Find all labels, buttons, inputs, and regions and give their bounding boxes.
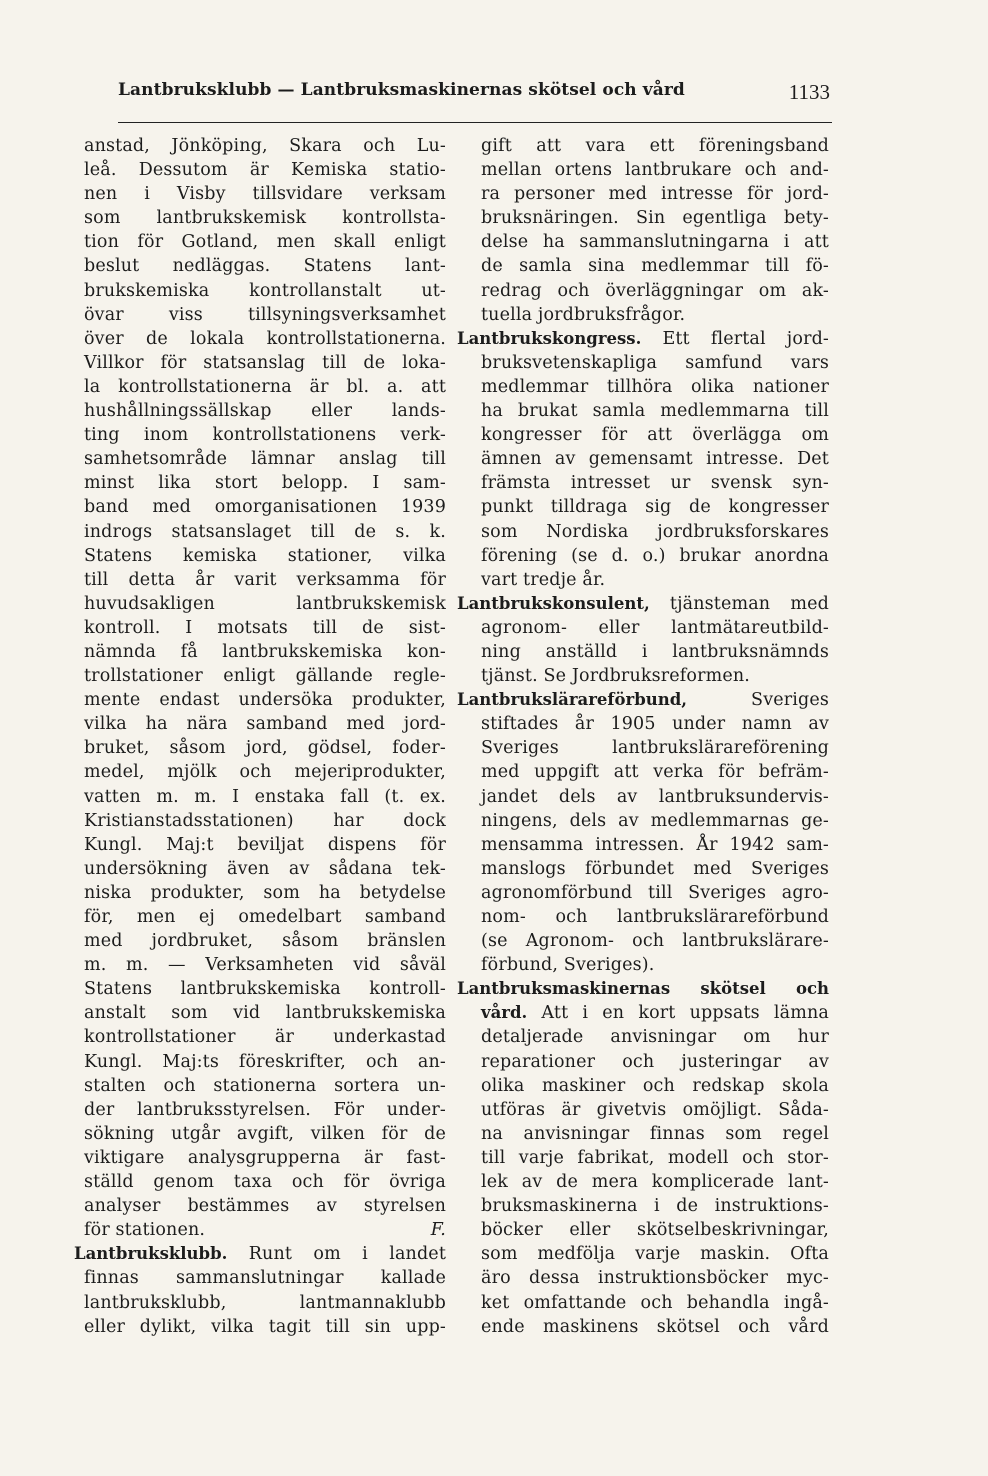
text-line: stiftades år 1905 under namn av xyxy=(481,714,829,735)
text-line: agronom- eller lantmätareutbild- xyxy=(481,617,829,638)
text-line: tjänst. Se Jordbruksreformen. xyxy=(481,666,750,687)
text-line: nämnda få lantbrukskemiska kon- xyxy=(84,641,446,662)
text-line: reparationer och justeringar av xyxy=(481,1051,829,1072)
text-line: böcker eller skötselbeskrivningar, xyxy=(481,1220,829,1241)
text-line: ra personer med intresse för jord- xyxy=(481,184,829,205)
text-line: utföras är givetvis omöjligt. Såda- xyxy=(481,1099,829,1120)
text-line: bruksnäringen. Sin egentliga bety- xyxy=(481,208,829,229)
text-line: tuella jordbruksfrågor. xyxy=(481,304,686,325)
text-line: kontrollstationer är underkastad xyxy=(84,1027,446,1048)
text-line: som Nordiska jordbruksforskares xyxy=(481,521,829,542)
text-line: mensamma intressen. År 1942 sam- xyxy=(481,834,829,855)
text-line: som lantbrukskemisk kontrollsta- xyxy=(84,208,446,229)
entry-headword: Lantbruksmaskinernas skötsel och xyxy=(457,979,829,999)
text-line: till detta år varit verksamma för xyxy=(84,569,446,590)
text-line: analyser bestämmes av styrelsen xyxy=(84,1196,446,1217)
header-rule xyxy=(118,122,832,123)
text-line: anstalt som vid lantbrukskemiska xyxy=(84,1003,446,1024)
text-line: beslut nedläggas. Statens lant- xyxy=(84,256,446,277)
text-line: ning anställd i lantbruksnämnds xyxy=(481,641,829,662)
text-line: för, men ej omedelbart samband xyxy=(84,907,446,927)
text-line: gift att vara ett föreningsband xyxy=(481,136,829,156)
text-line: lek av de mera komplicerade lant- xyxy=(481,1172,829,1193)
text-line: undersökning även av sådana tek- xyxy=(84,858,446,879)
text-line: med uppgift att verka för befräm- xyxy=(481,762,829,783)
text-line: m. m. — Verksamheten vid såväl xyxy=(84,955,446,976)
text-line: ende maskinens skötsel och vård xyxy=(481,1316,829,1337)
text-line: anstad, Jönköping, Skara och Lu- xyxy=(84,136,446,156)
text-line: jandet dels av lantbruksundervis- xyxy=(481,786,829,807)
text-line: hushållningssällskap eller lands- xyxy=(84,401,446,422)
entry-headword-line xyxy=(457,977,829,1001)
closing-text: för stationen. xyxy=(84,1220,206,1241)
entry-text: tjänsteman med xyxy=(649,593,829,614)
running-title: Lantbruksklubb — Lantbruksmaskinernas skötsel och vård xyxy=(118,80,685,100)
text-line: Sveriges lantbrukslärareförening xyxy=(481,738,829,759)
text-line: kongresser för att överlägga om xyxy=(481,425,829,446)
entry-headword: Lantbrukslärareförbund, xyxy=(457,690,688,710)
text-line: äro dessa instruktionsböcker myc- xyxy=(481,1268,829,1289)
text-line: stalten och stationerna sortera un- xyxy=(84,1075,446,1096)
entry-headword-continued: vård. xyxy=(481,1003,528,1023)
text-line: Statens lantbrukskemiska kontroll- xyxy=(84,979,446,1000)
text-line: minst lika stort belopp. I sam- xyxy=(84,473,446,494)
text-line: sökning utgår avgift, vilken för de xyxy=(84,1123,446,1144)
text-line: de samla sina medlemmar till fö- xyxy=(481,256,829,277)
text-line: trollstationer enligt gällande regle- xyxy=(84,666,446,687)
text-line: redrag och överläggningar om ak- xyxy=(481,280,829,301)
running-header xyxy=(118,80,830,108)
text-line: detaljerade anvisningar om hur xyxy=(481,1027,829,1048)
text-line: ha brukat samla medlemmarna till xyxy=(481,401,829,422)
text-line: viktigare analysgrupperna är fast- xyxy=(84,1147,446,1168)
text-line: nen i Visby tillsvidare verksam xyxy=(84,184,446,205)
text-line: olika maskiner och redskap skola xyxy=(481,1075,829,1096)
text-line: kontroll. I motsats till de sist- xyxy=(84,617,446,638)
text-line: mente endast undersöka produkter, xyxy=(84,690,446,711)
text-line: ställd genom taxa och för övriga xyxy=(84,1172,446,1193)
author-signature: F. xyxy=(430,1220,446,1241)
text-line: bruksmaskinerna i de instruktions- xyxy=(481,1196,829,1217)
text-line: (se Agronom- och lantbrukslärare- xyxy=(481,931,829,952)
text-line: Kungl. Maj:ts föreskrifter, och an- xyxy=(84,1051,446,1072)
text-line: samhetsområde lämnar anslag till xyxy=(84,449,446,470)
text-line: främsta intresset ur svensk syn- xyxy=(481,473,829,494)
text-line: ämnen av gemensamt intresse. Det xyxy=(481,449,829,470)
entry-headword: Lantbrukskonsulent, xyxy=(457,593,650,613)
text-line: punkt tilldraga sig de kongresser xyxy=(481,497,829,518)
entry-first-line xyxy=(457,688,829,712)
closing-line xyxy=(74,1218,446,1242)
text-line: vatten m. m. I enstaka fall (t. ex. xyxy=(84,786,446,807)
text-line: Kungl. Maj:t beviljat dispens för xyxy=(84,834,446,855)
text-line: som medfölja varje maskin. Ofta xyxy=(481,1244,829,1265)
text-line: ting inom kontrollstationens verk- xyxy=(84,425,446,446)
entry-first-line xyxy=(457,1001,829,1025)
text-line: tion för Gotland, men skall enligt xyxy=(84,232,446,253)
text-line: mellan ortens lantbrukare och and- xyxy=(481,160,829,181)
text-line: bruket, såsom jord, gödsel, foder- xyxy=(84,738,446,759)
text-line: delse ha sammanslutningarna i att xyxy=(481,232,829,253)
text-line: der lantbruksstyrelsen. För under- xyxy=(84,1099,446,1120)
text-line: la kontrollstationerna är bl. a. att xyxy=(84,376,446,397)
text-line: till varje fabrikat, modell och stor- xyxy=(481,1147,829,1168)
text-line: med jordbruket, såsom bränslen xyxy=(84,931,446,952)
entry-first-line xyxy=(457,592,829,616)
entry-headword: Lantbruksklubb. xyxy=(74,1244,228,1264)
text-line: eller dylikt, vilka tagit till sin upp- xyxy=(84,1316,446,1337)
text-line: Villkor för statsanslag till de loka- xyxy=(84,352,446,373)
text-line: lantbruksklubb, lantmannaklubb xyxy=(84,1292,446,1313)
text-line: agronomförbund till Sveriges agro- xyxy=(481,882,829,903)
text-line: bruksvetenskapliga samfund vars xyxy=(481,352,829,373)
text-line: huvudsakligen lantbrukskemisk xyxy=(84,593,446,614)
text-line: ningens, dels av medlemmarnas ge- xyxy=(481,810,829,831)
text-line: medel, mjölk och mejeriprodukter, xyxy=(84,762,446,783)
text-line: Statens kemiska stationer, vilka xyxy=(84,545,446,566)
text-line: övar viss tillsyningsverksamhet xyxy=(84,304,446,325)
text-line: Kristianstadsstationen) har dock xyxy=(84,810,446,831)
text-line: indrogs statsanslaget till de s. k. xyxy=(84,521,446,542)
entry-headword: Lantbrukskongress. xyxy=(457,328,642,348)
text-line: vart tredje år. xyxy=(481,569,606,590)
entry-text: Ett flertal jord- xyxy=(641,328,829,349)
text-line: ket omfattande och behandla ingå- xyxy=(481,1292,829,1313)
text-line: manslogs förbundet med Sveriges xyxy=(481,858,829,879)
entry-text: Runt om i landet xyxy=(227,1244,446,1265)
text-line: brukskemiska kontrollanstalt ut- xyxy=(84,280,446,301)
text-line: vilka ha nära samband med jord- xyxy=(84,714,446,735)
text-line: band med omorganisationen 1939 xyxy=(84,497,446,518)
text-line: förening (se d. o.) brukar anordna xyxy=(481,545,829,566)
text-line: finnas sammanslutningar kallade xyxy=(84,1268,446,1289)
text-line: leå. Dessutom är Kemiska statio- xyxy=(84,160,446,181)
entry-text: Att i en kort uppsats lämna xyxy=(527,1003,829,1024)
left-column xyxy=(74,134,446,1339)
text-line: niska produkter, som ha betydelse xyxy=(84,882,446,903)
text-line: medlemmar tillhöra olika nationer xyxy=(481,376,829,397)
entry-text: Sveriges xyxy=(687,690,829,711)
text-line: na anvisningar finnas som regel xyxy=(481,1123,829,1144)
page-number: 1133 xyxy=(788,80,830,104)
entry-first-line xyxy=(457,327,829,351)
text-line: nom- och lantbrukslärareförbund xyxy=(481,907,829,927)
text-line: förbund, Sveriges). xyxy=(481,955,655,976)
entry-first-line xyxy=(74,1242,446,1266)
text-line: över de lokala kontrollstationerna. xyxy=(84,328,446,349)
right-column xyxy=(457,134,829,1339)
